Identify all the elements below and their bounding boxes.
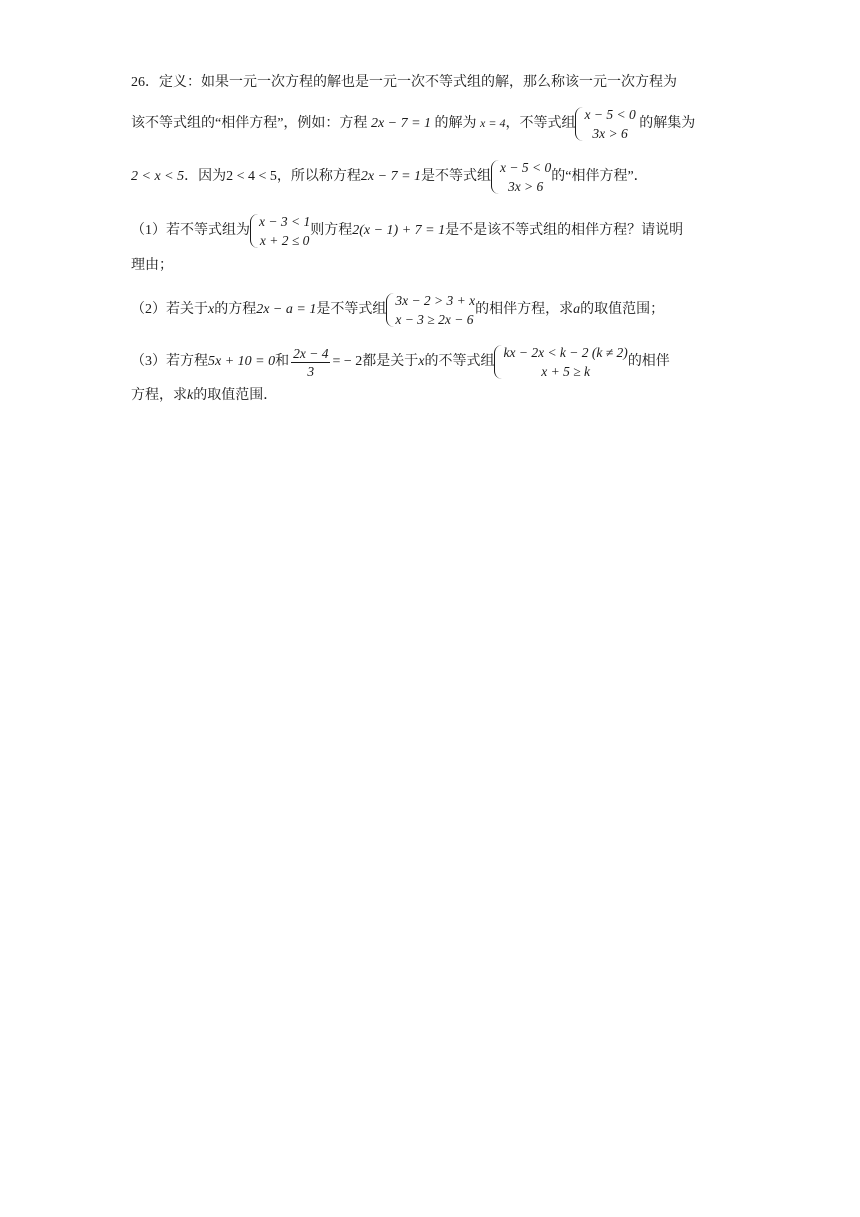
system-row: x − 3 ≥ 2x − 6 (395, 312, 474, 327)
text-segment: ，所以称方程 (276, 169, 361, 185)
system-row: 3x > 6 (592, 126, 628, 141)
text-segment: 的不等式组 (424, 354, 495, 370)
question-2 (131, 291, 664, 329)
text-segment: 的方程 (214, 302, 257, 318)
text-segment: 该不等式组的“相伴方程”，例如：方程 (131, 116, 368, 132)
system-row: x − 5 < 0 (500, 160, 552, 175)
system-row: kx − 2x < k − 2 (k ≠ 2) (503, 345, 628, 360)
text-segment: 则方程 (310, 223, 353, 239)
text-segment: ，不等式组 (505, 116, 576, 132)
math-inequality: 2 < 4 < 5 (226, 169, 277, 185)
math-variable: x (208, 302, 215, 318)
text-segment: 的“相伴方程”． (551, 169, 648, 185)
question-1-line-1 (131, 212, 683, 250)
math-equation: 2(x − 1) + 7 = 1 (352, 223, 446, 239)
system-row: 3x − 2 > 3 + x (395, 293, 476, 308)
math-equation: 2x − a = 1 (256, 302, 317, 318)
math-equation: 2x − 7 = 1 (360, 169, 422, 185)
text-segment: 的取值范围； (580, 302, 665, 318)
math-solution: x = 4 (480, 116, 506, 131)
text-segment: 理由； (131, 258, 173, 273)
problem-number: 26． (131, 75, 159, 90)
system-row: x − 3 < 1 (259, 214, 311, 229)
question-3-line-2 (131, 386, 277, 406)
system-row: x − 5 < 0 (584, 107, 636, 122)
inequality-system (575, 105, 635, 143)
inequality-system (250, 212, 310, 250)
text-segment: 方程，求 (131, 388, 187, 403)
math-variable: x (418, 354, 425, 370)
math-equation-rhs: = − 2 (332, 354, 363, 370)
text-segment: （2）若关于 (131, 302, 208, 318)
math-variable: a (573, 302, 581, 318)
math-equation: 5x + 10 = 0 (208, 354, 276, 370)
text-segment: 是不等式组 (316, 302, 387, 318)
text-segment: （1）若不等式组为 (131, 223, 250, 239)
definition-text: 定义：如果一元一次方程的解也是一元一次不等式组的解，那么称该一元一次方程为 (159, 75, 677, 90)
text-segment: 是不是该不等式组的相伴方程？请说明 (445, 223, 684, 239)
math-fraction (291, 345, 330, 380)
system-row: 3x > 6 (507, 179, 544, 194)
text-segment: 都是关于 (362, 354, 419, 370)
inequality-system (386, 291, 475, 329)
text-segment: （3）若方程 (131, 354, 208, 370)
system-row: x + 5 ≥ k (541, 364, 591, 379)
question-1-line-2 (131, 256, 173, 276)
inequality-system (494, 343, 627, 381)
inequality-system (491, 158, 551, 196)
problem-line-1 (131, 73, 677, 93)
system-row: x + 2 ≤ 0 (259, 233, 310, 248)
math-equation: 2x − 7 = 1 (370, 116, 432, 132)
fraction-numerator: 2x − 4 (293, 345, 329, 361)
text-segment: 和 (275, 354, 290, 370)
problem-line-3 (131, 158, 648, 196)
text-segment: 的相伴方程，求 (475, 302, 574, 318)
text-segment: 的解为 (434, 116, 477, 132)
text-segment: 的取值范围． (193, 388, 278, 403)
fraction-denominator: 3 (307, 363, 315, 379)
text-segment: ．因为 (184, 169, 227, 185)
math-inequality: 2 < x < 5 (131, 169, 185, 185)
problem-line-2 (131, 105, 695, 143)
text-segment: 是不等式组 (421, 169, 492, 185)
question-3-line-1 (131, 343, 670, 381)
text-segment: 的解集为 (639, 116, 696, 132)
text-segment: 的相伴 (627, 354, 670, 370)
math-variable: k (187, 388, 194, 403)
